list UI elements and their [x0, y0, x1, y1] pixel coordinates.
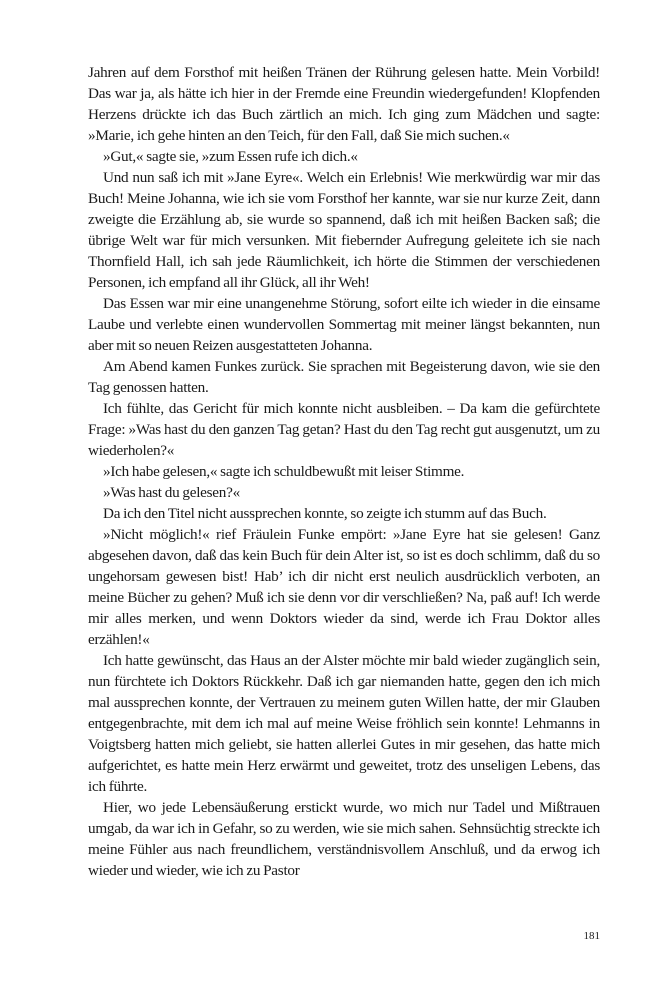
paragraph: Da ich den Titel nicht aussprechen konnte, so zeigte ich stumm auf das Buch.	[103, 505, 547, 522]
paragraph: Jahren auf dem Forsthof mit heißen Tränen der Rührung gelesen hatte. Mein Vorbild! Das war ja, als hätte ich hier in der Fremde eine Freundin wiedergefunden! Klopfenden Herzens drückte ich das Buch zärtlich an mich. Ich ging zum Mädchen und sagte: »Marie, ich gehe hinten an den Teich, für den Fall, daß Sie mich suchen.«	[88, 64, 600, 144]
paragraph: »Gut,« sagte sie, »zum Essen rufe ich dich.«	[103, 148, 358, 165]
paragraph: »Nicht möglich!« rief Fräulein Funke empört: »Jane Eyre hat sie gelesen! Ganz abgesehen davon, daß das kein Buch für dein Alter ist, so ist es doch schlimm, daß du so ungehorsam gewesen bist! Hab’ ich dir nicht erst neulich ausdrücklich verboten, an meine Bücher zu gehen? Muß ich sie denn vor dir verschließen? Na, paß auf! Ich werde mir alles merken, und wenn Doktors wieder da sind, werde ich Frau Doktor alles erzählen!«	[88, 526, 600, 648]
paragraph: Am Abend kamen Funkes zurück. Sie sprachen mit Begeisterung davon, wie sie den Tag genossen hatten.	[88, 358, 600, 396]
paragraph: Hier, wo jede Lebensäußerung erstickt wurde, wo mich nur Tadel und Mißtrauen umgab, da war ich in Gefahr, so zu werden, wie sie mich sahen. Sehnsüchtig streckte ich meine Fühler aus nach freundlichem, verständnisvollem Anschluß, und da erwog ich wieder und wieder, wie ich zu Pastor	[88, 799, 600, 879]
page-number: 181	[583, 930, 600, 942]
body-text	[88, 62, 600, 881]
paragraph: Ich fühlte, das Gericht für mich konnte nicht ausbleiben. – Da kam die gefürchtete Frage: »Was hast du den ganzen Tag getan? Hast du den Tag recht gut ausgenutzt, um zu wiederholen?«	[88, 400, 600, 459]
paragraph: Das Essen war mir eine unangenehme Störung, sofort eilte ich wieder in die einsame Laube und verlebte einen wundervollen Sommertag mit meiner längst bekannten, nun aber mit so neuen Reizen ausgestatteten Johanna.	[88, 295, 600, 354]
paragraph: »Ich habe gelesen,« sagte ich schuldbewußt mit leiser Stimme.	[103, 463, 465, 480]
paragraph: »Was hast du gelesen?«	[103, 484, 240, 501]
paragraph: Und nun saß ich mit »Jane Eyre«. Welch ein Erlebnis! Wie merkwürdig war mir das Buch! Meine Johanna, wie ich sie vom Forsthof her kannte, war sie nur kurze Zeit, dann zweigte die Erzählung ab, sie wurde so spannend, daß ich mit heißen Backen saß; die übrige Welt war für mich versunken. Mit fiebernder Aufregung geleitete ich sie nach Thornfield Hall, ich sah jede Räumlichkeit, ich hörte die Stimmen der verschiedenen Personen, ich empfand all ihr Glück, all ihr Weh!	[88, 169, 600, 291]
paragraph: Ich hatte gewünscht, das Haus an der Alster möchte mir bald wieder zugänglich sein, nun fürchtete ich Doktors Rückkehr. Daß ich gar niemanden hatte, gegen den ich mich mal aussprechen konnte, der Vertrauen zu meinem guten Willen hatte, der mir Glauben entgegenbrachte, mit dem ich mal auf meine Weise fröhlich sein konnte! Lehmanns in Voigtsberg hatten mich geliebt, sie hatten allerlei Gutes in mir gesehen, das hatte mich aufgerichtet, es hatte mein Herz erwärmt und geweitet, trotz des unseligen Lebens, das ich führte.	[88, 652, 600, 795]
